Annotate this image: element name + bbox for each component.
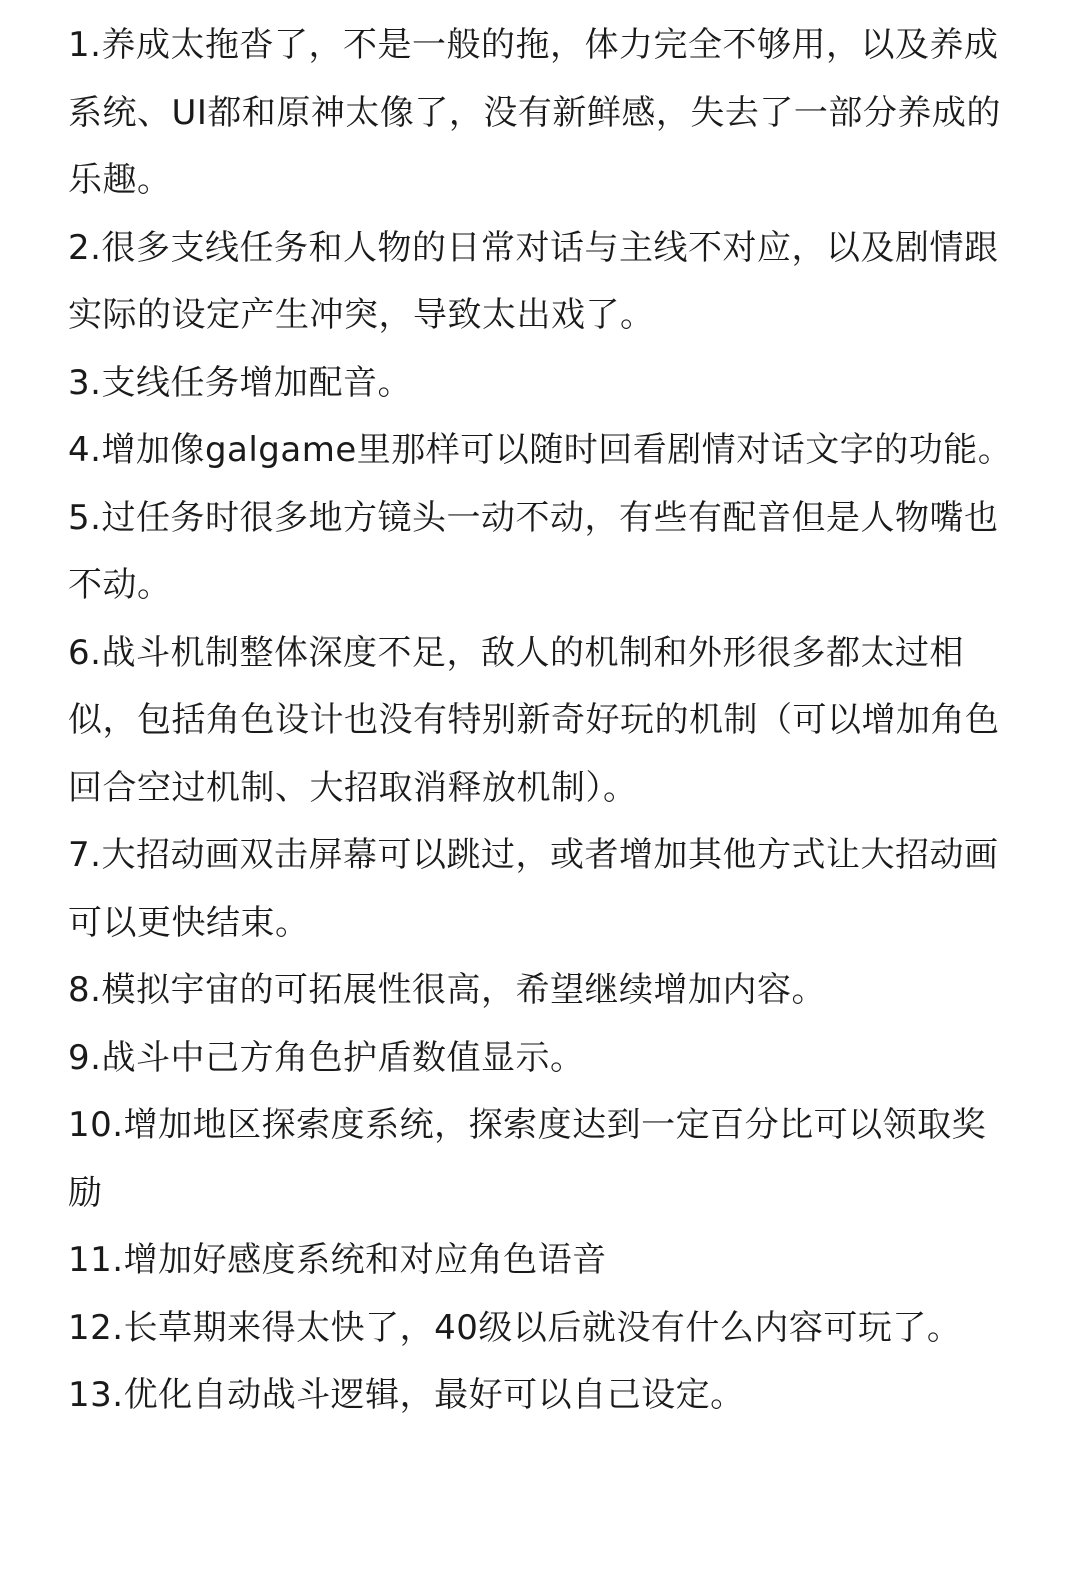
feedback-item-8: 8.模拟宇宙的可拓展性很高，希望继续增加内容。	[68, 970, 826, 1010]
feedback-item-2: 2.很多支线任务和人物的日常对话与主线不对应，以及剧情跟实际的设定产生冲突，导致太出戏了。	[68, 227, 999, 335]
feedback-item-11: 11.增加好感度系统和对应角色语音	[68, 1240, 607, 1280]
feedback-list	[68, 12, 1018, 1430]
feedback-item-9: 9.战斗中己方角色护盾数值显示。	[68, 1037, 585, 1078]
feedback-item-13: 13.优化自动战斗逻辑，最好可以自己设定。	[68, 1375, 745, 1415]
feedback-item-1: 1.养成太拖沓了，不是一般的拖，体力完全不够用，以及养成系统、UI都和原神太像了，没有新鲜感，失去了一部分养成的乐趣。	[68, 25, 1001, 200]
feedback-item-10: 10.增加地区探索度系统，探索度达到一定百分比可以领取奖励	[68, 1105, 987, 1213]
feedback-item-3: 3.支线任务增加配音。	[68, 362, 412, 403]
feedback-item-12: 12.长草期来得太快了，40级以后就没有什么内容可玩了。	[68, 1307, 962, 1348]
feedback-item-7: 7.大招动画双击屏幕可以跳过，或者增加其他方式让大招动画可以更快结束。	[68, 835, 999, 943]
feedback-item-5: 5.过任务时很多地方镜头一动不动，有些有配音但是人物嘴也不动。	[68, 497, 999, 605]
feedback-item-4: 4.增加像galgame里那样可以随时回看剧情对话文字的功能。	[68, 430, 1013, 470]
feedback-item-6: 6.战斗机制整体深度不足，敌人的机制和外形很多都太过相似，包括角色设计也没有特别新奇好玩的机制（可以增加角色回合空过机制、大招取消释放机制）。	[68, 632, 1000, 808]
